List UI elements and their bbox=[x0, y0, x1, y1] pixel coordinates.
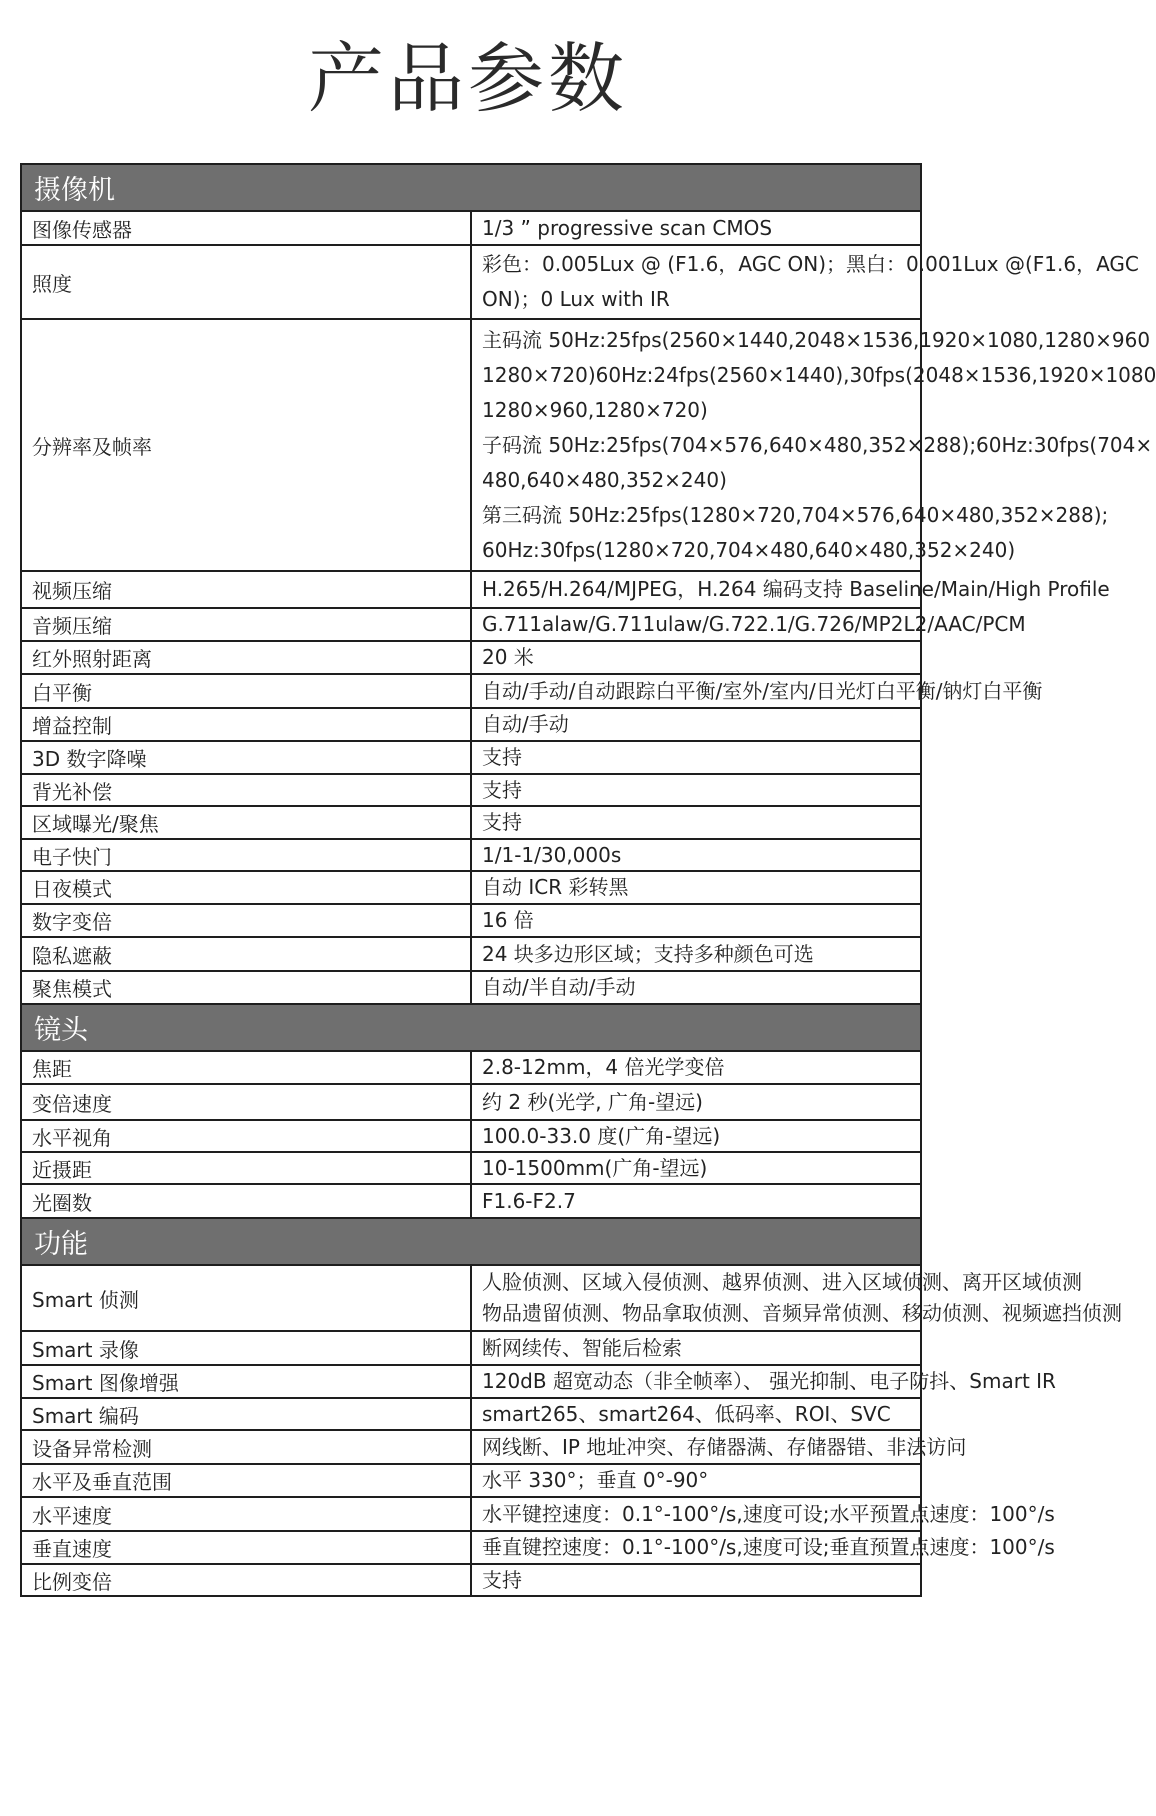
table-row bbox=[21, 871, 921, 904]
value-line: 100.0-33.0 度(广角-望远) bbox=[482, 1124, 721, 1148]
row-value bbox=[471, 1120, 921, 1152]
row-label: 数字变倍 bbox=[21, 904, 471, 937]
table-row bbox=[21, 1564, 921, 1596]
row-value bbox=[471, 1430, 967, 1464]
row-label: 变倍速度 bbox=[21, 1084, 471, 1120]
table-row bbox=[21, 839, 921, 871]
table-row bbox=[21, 1331, 921, 1365]
section-title: 功能 bbox=[21, 1218, 921, 1265]
value-line: 彩色：0.005Lux @ (F1.6，AGC ON)；黑白：0.001Lux @(F1.6，AGC bbox=[482, 252, 1139, 276]
row-label: 电子快门 bbox=[21, 839, 471, 871]
row-label: 区域曝光/聚焦 bbox=[21, 806, 471, 839]
section-title: 摄像机 bbox=[21, 164, 921, 211]
row-label: 增益控制 bbox=[21, 708, 471, 741]
value-line: 120dB 超宽动态（非全帧率）、 强光抑制、电子防抖、Smart IR bbox=[482, 1369, 1056, 1393]
row-label: 垂直速度 bbox=[21, 1531, 471, 1564]
table-row bbox=[21, 971, 921, 1004]
row-label: 日夜模式 bbox=[21, 871, 471, 904]
value-line: 约 2 秒(光学, 广角-望远) bbox=[482, 1090, 703, 1114]
section-header bbox=[21, 1004, 921, 1051]
section-title: 镜头 bbox=[21, 1004, 921, 1051]
value-line: 60Hz:30fps(1280×720,704×480,640×480,352×240) bbox=[482, 537, 1016, 562]
table-row bbox=[21, 806, 921, 839]
row-label: 焦距 bbox=[21, 1051, 471, 1084]
value-line: 1280×960,1280×720) bbox=[482, 397, 708, 422]
value-line: 自动/半自动/手动 bbox=[482, 975, 636, 999]
row-value bbox=[471, 211, 921, 245]
table-row bbox=[21, 1430, 921, 1464]
row-value bbox=[471, 1398, 921, 1430]
row-label: Smart 图像增强 bbox=[21, 1365, 471, 1398]
row-label: 分辨率及帧率 bbox=[21, 319, 471, 571]
value-line: 支持 bbox=[482, 778, 522, 802]
value-line: 子码流 50Hz:25fps(704×576,640×480,352×288);60Hz:30fps(704× bbox=[482, 432, 1153, 457]
value-line: ON)；0 Lux with IR bbox=[482, 287, 670, 311]
row-label: 3D 数字降噪 bbox=[21, 741, 471, 774]
row-label: Smart 侦测 bbox=[21, 1265, 471, 1331]
table-row bbox=[21, 641, 921, 674]
value-line: 水平 330°；垂直 0°-90° bbox=[482, 1468, 709, 1492]
value-line: 支持 bbox=[482, 745, 522, 769]
row-label: 设备异常检测 bbox=[21, 1430, 471, 1464]
table-row bbox=[21, 1497, 921, 1531]
row-label: 音频压缩 bbox=[21, 608, 471, 641]
value-line: 1280×720)60Hz:24fps(2560×1440),30fps(2048×1536,1920×1080 bbox=[482, 362, 1156, 387]
row-label: 照度 bbox=[21, 245, 471, 319]
table-row bbox=[21, 1398, 921, 1430]
section-header bbox=[21, 164, 921, 211]
value-line: 1/1-1/30,000s bbox=[482, 843, 622, 867]
row-value bbox=[471, 319, 1156, 571]
value-line: 人脸侦测、区域入侵侦测、越界侦测、进入区域侦测、离开区域侦测 bbox=[482, 1270, 1082, 1294]
row-value bbox=[471, 904, 921, 937]
value-line: G.711alaw/G.711ulaw/G.722.1/G.726/MP2L2/AAC/PCM bbox=[482, 612, 1026, 636]
row-value bbox=[471, 774, 921, 806]
value-line: H.265/H.264/MJPEG，H.264 编码支持 Baseline/Main/High Profile bbox=[482, 577, 1110, 601]
table-row bbox=[21, 1464, 921, 1497]
row-value bbox=[471, 839, 921, 871]
value-line: 支持 bbox=[482, 1568, 522, 1592]
row-value bbox=[471, 1051, 921, 1084]
table-row bbox=[21, 211, 921, 245]
table-row bbox=[21, 1120, 921, 1152]
row-label: 隐私遮蔽 bbox=[21, 937, 471, 971]
row-label: 背光补偿 bbox=[21, 774, 471, 806]
row-value bbox=[471, 1497, 1055, 1531]
value-line: 水平键控速度：0.1°-100°/s,速度可设;水平预置点速度：100°/s bbox=[482, 1502, 1055, 1526]
row-value bbox=[471, 1464, 921, 1497]
value-line: 16 倍 bbox=[482, 908, 534, 932]
row-value bbox=[471, 1084, 921, 1120]
row-label: 水平速度 bbox=[21, 1497, 471, 1531]
row-value bbox=[471, 1184, 921, 1218]
section-header bbox=[21, 1218, 921, 1265]
row-value bbox=[471, 1265, 1122, 1331]
row-value bbox=[471, 608, 1026, 641]
row-label: 视频压缩 bbox=[21, 571, 471, 608]
value-line: F1.6-F2.7 bbox=[482, 1189, 576, 1213]
spec-table-body bbox=[21, 164, 1156, 1596]
table-row bbox=[21, 674, 921, 708]
row-value bbox=[471, 1531, 1055, 1564]
row-label: 聚焦模式 bbox=[21, 971, 471, 1004]
row-value bbox=[471, 1365, 1056, 1398]
row-value bbox=[471, 971, 921, 1004]
table-row bbox=[21, 774, 921, 806]
row-value bbox=[471, 245, 1139, 319]
value-line: smart265、smart264、低码率、ROI、SVC bbox=[482, 1402, 891, 1426]
table-row bbox=[21, 608, 921, 641]
row-label: 近摄距 bbox=[21, 1152, 471, 1184]
value-line: 自动 ICR 彩转黑 bbox=[482, 875, 629, 899]
row-value bbox=[471, 1331, 921, 1365]
table-row bbox=[21, 1152, 921, 1184]
row-value bbox=[471, 641, 921, 674]
value-line: 10-1500mm(广角-望远) bbox=[482, 1156, 708, 1180]
value-line: 1/3 ” progressive scan CMOS bbox=[482, 216, 773, 240]
row-value bbox=[471, 937, 921, 971]
row-value bbox=[471, 708, 921, 741]
row-value bbox=[471, 871, 921, 904]
row-label: 比例变倍 bbox=[21, 1564, 471, 1596]
table-row bbox=[21, 741, 921, 774]
table-row bbox=[21, 1184, 921, 1218]
table-row bbox=[21, 937, 921, 971]
row-value bbox=[471, 1564, 921, 1596]
value-line: 第三码流 50Hz:25fps(1280×720,704×576,640×480,352×288); bbox=[482, 502, 1109, 527]
table-row bbox=[21, 904, 921, 937]
row-label: 光圈数 bbox=[21, 1184, 471, 1218]
row-label: Smart 编码 bbox=[21, 1398, 471, 1430]
value-line: 2.8-12mm，4 倍光学变倍 bbox=[482, 1055, 725, 1079]
table-row bbox=[21, 1531, 921, 1564]
row-label: 水平视角 bbox=[21, 1120, 471, 1152]
table-row bbox=[21, 245, 921, 319]
page-title: 产品参数 bbox=[308, 34, 628, 123]
row-value bbox=[471, 1152, 921, 1184]
value-line: 480,640×480,352×240) bbox=[482, 467, 727, 492]
table-row bbox=[21, 319, 921, 571]
row-label: 白平衡 bbox=[21, 674, 471, 708]
row-label: 水平及垂直范围 bbox=[21, 1464, 471, 1497]
value-line: 断网续传、智能后检索 bbox=[482, 1336, 682, 1360]
table-row bbox=[21, 1084, 921, 1120]
row-label: 图像传感器 bbox=[21, 211, 471, 245]
value-line: 垂直键控速度：0.1°-100°/s,速度可设;垂直预置点速度：100°/s bbox=[482, 1535, 1055, 1559]
table-row bbox=[21, 708, 921, 741]
row-value bbox=[471, 674, 1043, 708]
value-line: 主码流 50Hz:25fps(2560×1440,2048×1536,1920×1080,1280×960 bbox=[482, 327, 1151, 352]
row-value bbox=[471, 806, 921, 839]
value-line: 物品遗留侦测、物品拿取侦测、音频异常侦测、移动侦测、视频遮挡侦测 bbox=[482, 1301, 1122, 1325]
value-line: 20 米 bbox=[482, 645, 534, 669]
table-row bbox=[21, 1265, 921, 1331]
value-line: 网线断、IP 地址冲突、存储器满、存储器错、非法访问 bbox=[482, 1435, 967, 1459]
table-row bbox=[21, 571, 921, 608]
table-row bbox=[21, 1051, 921, 1084]
row-label: Smart 录像 bbox=[21, 1331, 471, 1365]
row-value bbox=[471, 571, 1110, 608]
row-label: 红外照射距离 bbox=[21, 641, 471, 674]
row-value bbox=[471, 741, 921, 774]
table-row bbox=[21, 1365, 921, 1398]
value-line: 自动/手动/自动跟踪白平衡/室外/室内/日光灯白平衡/钠灯白平衡 bbox=[482, 679, 1043, 703]
value-line: 24 块多边形区域；支持多种颜色可选 bbox=[482, 942, 814, 966]
value-line: 支持 bbox=[482, 810, 522, 834]
value-line: 自动/手动 bbox=[482, 712, 569, 736]
spec-table bbox=[20, 163, 1156, 1597]
